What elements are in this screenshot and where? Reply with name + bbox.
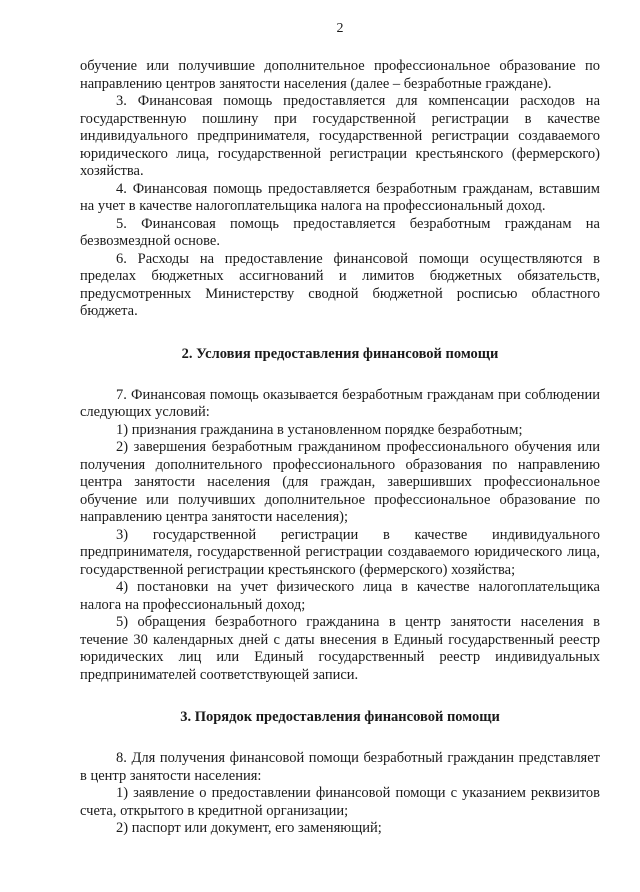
section-2-heading: 2. Условия предоставления финансовой помощи [181,345,499,362]
intro-block [80,58,600,321]
condition-4: 4) постановки на учет физического лица в качестве налогоплательщика налога на профессиональный доход; [80,579,600,613]
paragraph-8: 8. Для получения финансовой помощи безработный гражданин представляет в центр занятости населения: [80,750,600,784]
condition-3: 3) государственной регистрации в качестве индивидуального предпринимателя, государственной регистрации создаваемого юридического лица, государственной регистрации крестьянского (фермерского) хозяйства; [80,526,600,578]
paragraph-3: 3. Финансовая помощь предоставляется для компенсации расходов на государственную пошлину при государственной регистрации в качестве индивидуального предпринимателя, государственной регистрации создаваемого юридического лица, государственной регистрации крестьянского (фермерского) хозяйства. [80,93,600,179]
section-2-body [80,387,600,685]
paragraph-7: 7. Финансовая помощь оказывается безработным гражданам при соблюдении следующих условий: [80,386,600,420]
page-number: 2 [336,21,344,36]
document-item-1: 1) заявление о предоставлении финансовой помощи с указанием реквизитов счета, открытого в кредитной организации; [80,785,600,819]
condition-2: 2) завершения безработным гражданином профессионального обучения или получения дополнительного профессионального образования по направлению центра занятости населения (для граждан, завершивших профессиональное обучение или получивших дополнительное профессиональное образование по направлению центра занятости населения); [80,439,600,525]
paragraph-5: 5. Финансовая помощь предоставляется безработным гражданам на безвозмездной основе. [80,215,600,249]
condition-5: 5) обращения безработного гражданина в центр занятости населения в течение 30 календарных дней с даты внесения в Единый государственный реестр юридических лиц или Единый государственный реестр индивидуальных предпринимателей соответствующей записи. [80,614,600,683]
section-3-heading: 3. Порядок предоставления финансовой помощи [180,709,500,725]
paragraph-continuation: обучение или получившие дополнительное профессиональное образование по направлению центров занятости населения (далее – безработные граждане). [80,58,600,92]
paragraph-6: 6. Расходы на предоставление финансовой помощи осуществляются в пределах бюджетных ассигнований и лимитов бюджетных обязательств, предусмотренных Министерству сводной бюджетной росписью областного бюджета. [80,250,600,319]
paragraph-4: 4. Финансовая помощь предоставляется безработным гражданам, вставшим на учет в качестве налогоплательщика налога на профессиональный доход. [80,180,600,214]
document-item-2: 2) паспорт или документ, его заменяющий; [116,820,382,836]
condition-1: 1) признания гражданина в установленном порядке безработным; [116,421,523,438]
section-3-body [80,750,600,838]
